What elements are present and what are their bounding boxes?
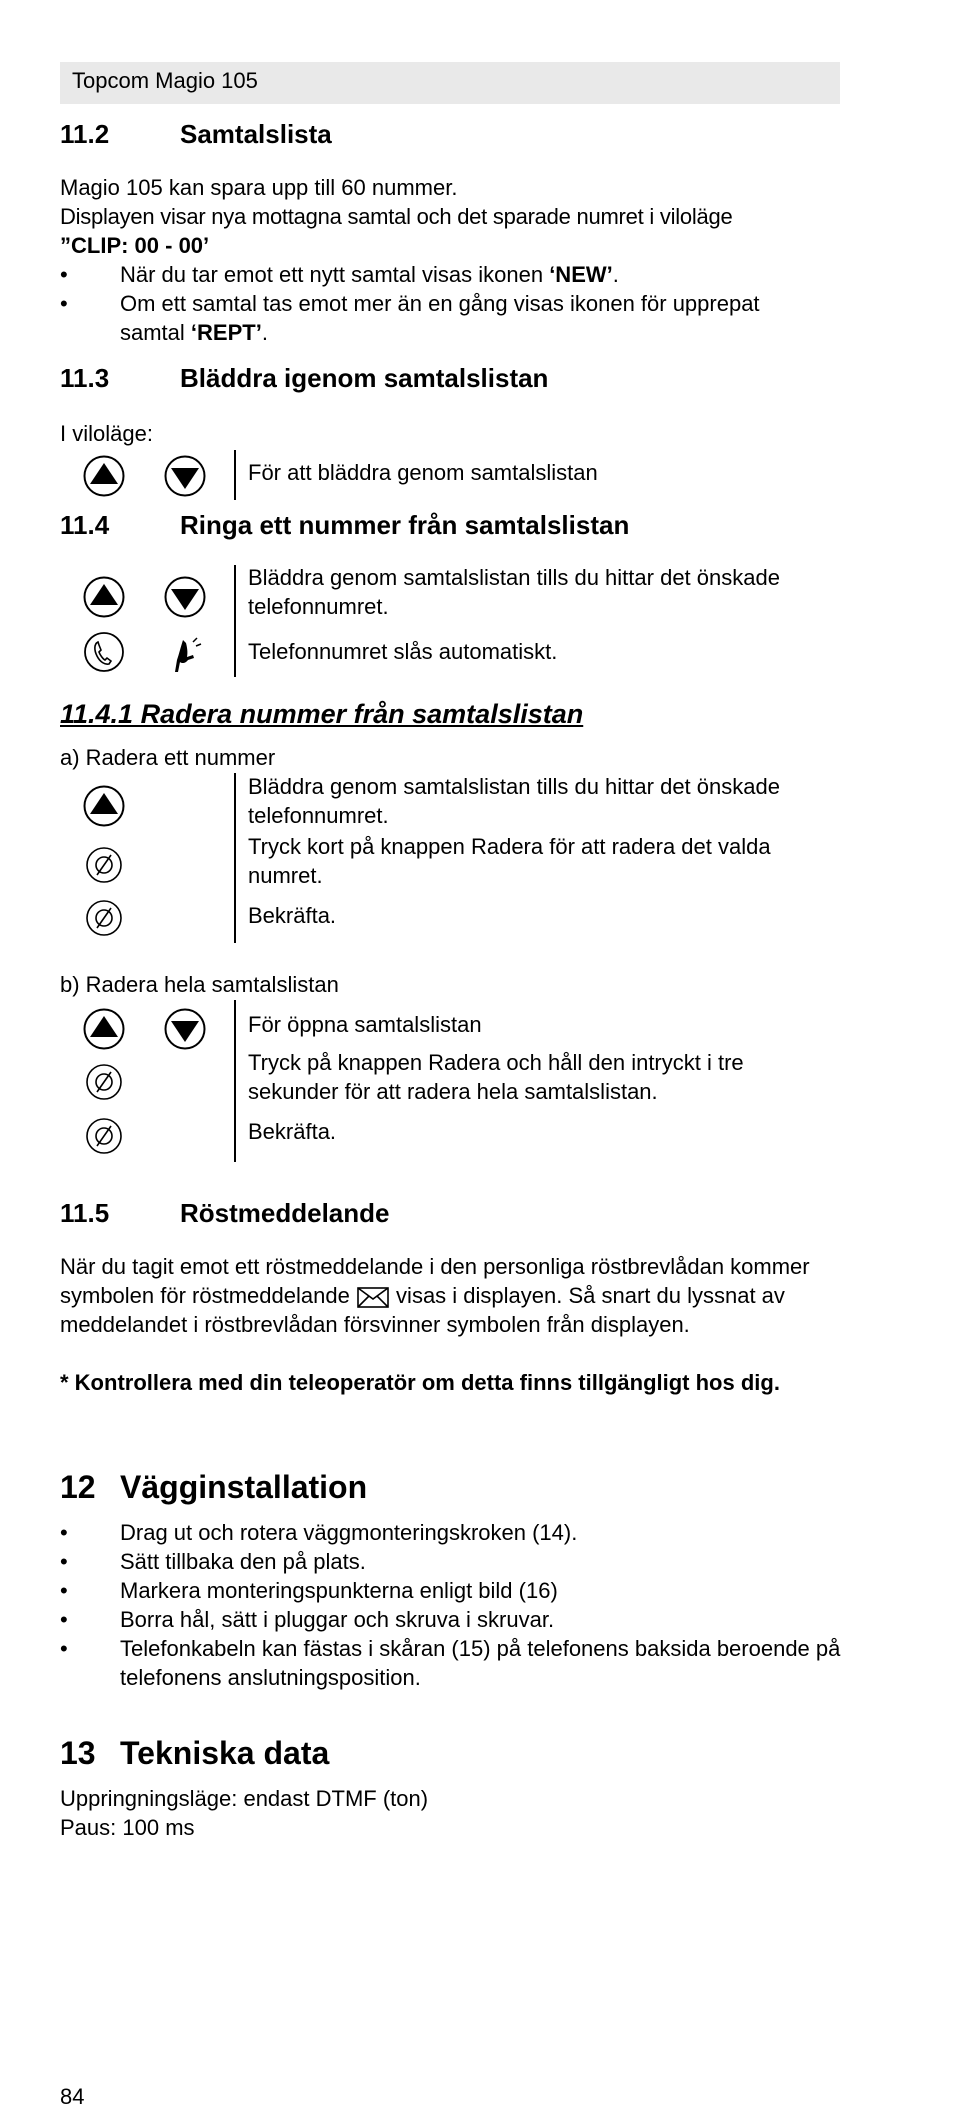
list-item: • Borra hål, sätt i pluggar och skruva i skruvar. [60,1605,850,1634]
spec-line: Paus: 100 ms [60,1815,195,1840]
voicemail-envelope-icon [356,1285,390,1309]
paragraph: Displayen visar nya mottagna samtal och det sparade numret i viloläge [60,204,733,229]
list-item: • När du tar emot ett nytt samtal visas ikonen ‘NEW’. [60,260,850,289]
bullet-list [60,260,850,347]
subsection-11-4-1-heading: 11.4.1 Radera nummer från samtalslistan [60,699,584,729]
list-item: • Telefonkabeln kan fästas i skåran (15) på telefonens baksida beroende på telefonens anslutningsposition. [60,1634,850,1692]
arrow-down-key-icon [163,1007,207,1051]
list-item: • Sätt tillbaka den på plats. [60,1547,850,1576]
call-key-icon [82,630,126,674]
arrow-down-key-icon [163,575,207,619]
paragraph: När du tagit emot ett röstmeddelande i den personliga röstbrevlådan kommer symbolen för röstmeddelande visas i displayen. Så snart du lyssnat av meddelandet i röstbrevlådan försvinner symbolen från displayen. [60,1254,810,1337]
divider [234,450,236,500]
instruction-text: Bläddra genom samtalslistan tills du hittar det önskade telefonnumret. [248,565,780,619]
arrow-up-key-icon [82,454,126,498]
page-number: 84 [60,2084,85,2109]
handset-icon [163,634,207,678]
chapter-13-heading: 13 Tekniska data [60,1735,330,1771]
instruction-text: Bekräfta. [248,1119,337,1144]
instruction-text: Telefonnumret slås automatiskt. [248,639,558,664]
spec-line: Uppringningsläge: endast DTMF (ton) [60,1786,429,1811]
divider [234,773,236,943]
section-title: Samtalslista [180,119,332,149]
section-11-4-heading: 11.4 Ringa ett nummer från samtalslistan [60,510,630,540]
list-item: • Om ett samtal tas emot mer än en gång visas ikonen för upprepat samtal ‘REPT’. [60,289,770,347]
note: * Kontrollera med din teleoperatör om detta finns tillgängligt hos dig. [60,1370,780,1395]
bullet-list [60,1518,850,1692]
header-title: Topcom Magio 105 [72,68,258,93]
arrow-up-key-icon [82,575,126,619]
delete-key-icon [82,1114,126,1158]
delete-key-icon [82,843,126,887]
instruction-text: Tryck på knappen Radera och håll den intryckt i tre sekunder för att radera hela samtalslistan. [248,1050,744,1104]
step-label: b) Radera hela samtalslistan [60,972,339,997]
intro-text: I viloläge: [60,421,153,446]
arrow-up-key-icon [82,784,126,828]
arrow-down-key-icon [163,454,207,498]
list-item: • Drag ut och rotera väggmonteringskroken (14). [60,1518,850,1547]
section-11-3-heading: 11.3 Bläddra igenom samtalslistan [60,363,549,393]
section-11-2-heading [60,118,332,150]
instruction-text: Bläddra genom samtalslistan tills du hittar det önskade telefonnumret. [248,774,780,828]
list-item: • Markera monteringspunkterna enligt bild (16) [60,1576,850,1605]
divider [234,565,236,677]
paragraph: Magio 105 kan spara upp till 60 nummer. [60,175,458,200]
divider [234,1000,236,1162]
chapter-12-heading: 12 Vägginstallation [60,1469,368,1505]
clip-format: ”CLIP: 00 - 00’ [60,233,210,258]
delete-key-icon [82,896,126,940]
arrow-up-key-icon [82,1007,126,1051]
instruction-text: Bekräfta. [248,903,337,928]
page-header [60,62,840,104]
step-label: a) Radera ett nummer [60,745,276,770]
instruction-text: För att bläddra genom samtalslistan [248,460,598,485]
instruction-text: Tryck kort på knappen Radera för att radera det valda numret. [248,834,771,888]
delete-key-icon [82,1060,126,1104]
instruction-text: För öppna samtalslistan [248,1012,482,1037]
section-number: 11.2 [60,119,110,149]
section-11-5-heading: 11.5 Röstmeddelande [60,1198,390,1228]
